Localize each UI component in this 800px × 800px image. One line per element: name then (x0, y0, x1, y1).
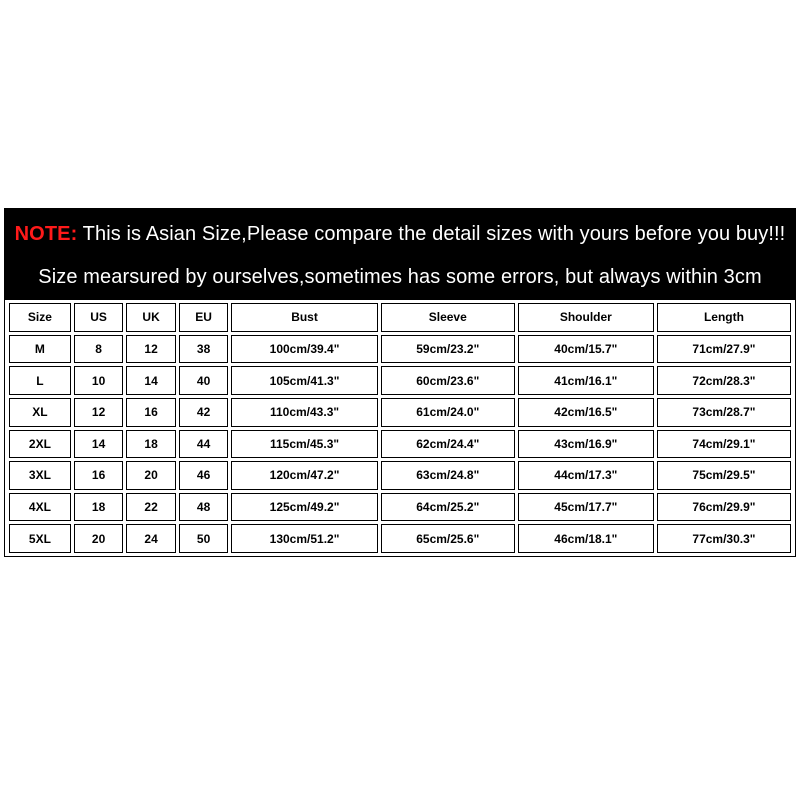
cell-bust: 100cm/39.4" (231, 335, 377, 364)
cell-bust: 130cm/51.2" (231, 524, 377, 553)
table-row (9, 493, 791, 522)
table-row (9, 335, 791, 364)
cell-length: 77cm/30.3" (657, 524, 791, 553)
cell-shoulder: 45cm/17.7" (518, 493, 654, 522)
header-length: Length (657, 303, 791, 332)
cell-us: 16 (74, 461, 123, 490)
cell-us: 10 (74, 366, 123, 395)
note-text: This is Asian Size,Please compare the detail sizes with yours before you buy!!! (77, 223, 786, 245)
size-chart (4, 208, 796, 557)
cell-size: 5XL (9, 524, 71, 553)
cell-sleeve: 59cm/23.2" (381, 335, 515, 364)
table-header-row (9, 303, 791, 332)
cell-bust: 125cm/49.2" (231, 493, 377, 522)
cell-sleeve: 61cm/24.0" (381, 398, 515, 427)
note-line (5, 223, 795, 246)
table-row (9, 524, 791, 553)
cell-sleeve: 62cm/24.4" (381, 430, 515, 459)
cell-eu: 46 (179, 461, 228, 490)
size-table-container (5, 300, 795, 556)
cell-shoulder: 46cm/18.1" (518, 524, 654, 553)
cell-bust: 105cm/41.3" (231, 366, 377, 395)
cell-size: 3XL (9, 461, 71, 490)
note-label: NOTE: (14, 223, 78, 245)
cell-us: 18 (74, 493, 123, 522)
header-size: Size (9, 303, 71, 332)
cell-sleeve: 63cm/24.8" (381, 461, 515, 490)
header-eu: EU (179, 303, 228, 332)
cell-shoulder: 41cm/16.1" (518, 366, 654, 395)
table-row (9, 366, 791, 395)
cell-eu: 38 (179, 335, 228, 364)
table-row (9, 461, 791, 490)
header-uk: UK (126, 303, 175, 332)
cell-eu: 50 (179, 524, 228, 553)
size-table (5, 300, 795, 556)
table-row (9, 430, 791, 459)
cell-uk: 24 (126, 524, 175, 553)
cell-uk: 20 (126, 461, 175, 490)
cell-shoulder: 40cm/15.7" (518, 335, 654, 364)
cell-length: 71cm/27.9" (657, 335, 791, 364)
cell-uk: 18 (126, 430, 175, 459)
cell-size: 4XL (9, 493, 71, 522)
cell-sleeve: 65cm/25.6" (381, 524, 515, 553)
cell-uk: 22 (126, 493, 175, 522)
cell-bust: 120cm/47.2" (231, 461, 377, 490)
cell-length: 72cm/28.3" (657, 366, 791, 395)
cell-us: 20 (74, 524, 123, 553)
header-shoulder: Shoulder (518, 303, 654, 332)
notice-banner (5, 209, 795, 300)
header-sleeve: Sleeve (381, 303, 515, 332)
cell-us: 12 (74, 398, 123, 427)
cell-length: 73cm/28.7" (657, 398, 791, 427)
cell-us: 14 (74, 430, 123, 459)
table-row (9, 398, 791, 427)
cell-length: 74cm/29.1" (657, 430, 791, 459)
cell-length: 75cm/29.5" (657, 461, 791, 490)
cell-eu: 42 (179, 398, 228, 427)
cell-sleeve: 60cm/23.6" (381, 366, 515, 395)
cell-shoulder: 44cm/17.3" (518, 461, 654, 490)
cell-shoulder: 42cm/16.5" (518, 398, 654, 427)
cell-size: XL (9, 398, 71, 427)
cell-uk: 12 (126, 335, 175, 364)
cell-uk: 16 (126, 398, 175, 427)
cell-us: 8 (74, 335, 123, 364)
cell-size: L (9, 366, 71, 395)
header-bust: Bust (231, 303, 377, 332)
cell-eu: 44 (179, 430, 228, 459)
header-us: US (74, 303, 123, 332)
cell-uk: 14 (126, 366, 175, 395)
cell-sleeve: 64cm/25.2" (381, 493, 515, 522)
cell-bust: 115cm/45.3" (231, 430, 377, 459)
cell-eu: 40 (179, 366, 228, 395)
cell-size: M (9, 335, 71, 364)
cell-shoulder: 43cm/16.9" (518, 430, 654, 459)
cell-eu: 48 (179, 493, 228, 522)
measurement-note: Size mearsured by ourselves,sometimes has some errors, but always within 3cm (38, 266, 762, 288)
cell-size: 2XL (9, 430, 71, 459)
cell-bust: 110cm/43.3" (231, 398, 377, 427)
cell-length: 76cm/29.9" (657, 493, 791, 522)
